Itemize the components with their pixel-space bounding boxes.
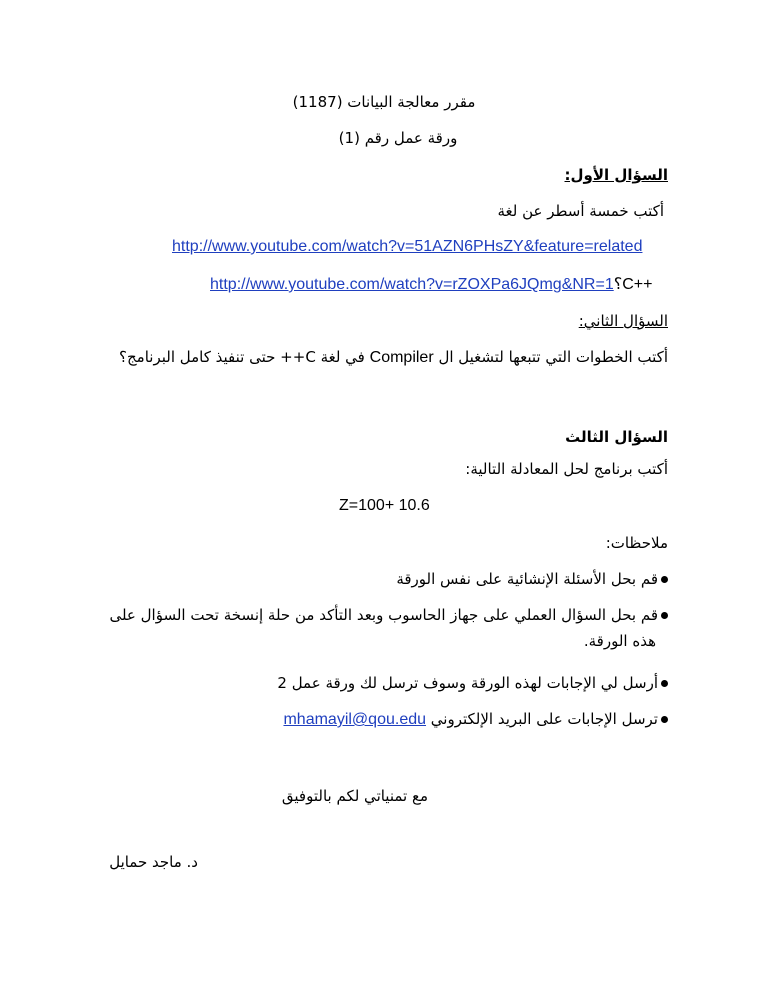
note-item-4: ترسل الإجابات على البريد الإلكتروني mhamayil@qou.edu bbox=[283, 709, 668, 730]
signature: د. ماجد حمايل bbox=[109, 853, 198, 871]
bullet-icon bbox=[661, 716, 668, 723]
note-item-1: قم بحل الأسئلة الإنشائية على نفس الورقة bbox=[396, 569, 668, 589]
question-2-text bbox=[119, 347, 668, 368]
question-3-text: أكتب برنامج لحل المعادلة التالية: bbox=[465, 460, 668, 478]
note-item-2: قم بحل السؤال العملي على جهاز الحاسوب وبعد التأكد من حلة إنسخة تحت السؤال على bbox=[109, 605, 668, 625]
question-1-text: أكتب خمسة أسطر عن لغة bbox=[497, 202, 664, 220]
question-1-heading: السؤال الأول: bbox=[564, 166, 668, 184]
compiler-term: Compiler bbox=[369, 349, 434, 366]
worksheet-number: ورقة عمل رقم (1) bbox=[338, 129, 458, 147]
bullet-icon bbox=[661, 612, 668, 619]
closing-wish: مع تمنياتي لكم بالتوفيق bbox=[281, 787, 428, 805]
youtube-link-2-row bbox=[210, 274, 652, 295]
equation: Z=100+ 10.6 bbox=[339, 497, 430, 514]
youtube-link-2[interactable]: http://www.youtube.com/watch?v=rZOXPa6JQmg&NR=1 bbox=[210, 276, 614, 293]
email-link[interactable]: mhamayil@qou.edu bbox=[283, 711, 427, 728]
bullet-icon bbox=[661, 576, 668, 583]
note-item-2-continued: هذه الورقة. bbox=[583, 632, 656, 650]
question-3-heading: السؤال الثالث bbox=[565, 428, 668, 446]
bullet-icon bbox=[661, 680, 668, 687]
question-2-text-part1: أكتب الخطوات التي تتبعها لتشغيل ال bbox=[438, 348, 668, 366]
notes-heading: ملاحظات: bbox=[605, 534, 668, 552]
link-2-suffix: ؟C++ bbox=[613, 276, 653, 293]
youtube-link-1[interactable]: http://www.youtube.com/watch?v=51AZN6PHsZY&feature=related bbox=[172, 238, 643, 255]
course-title: مقرر معالجة البيانات (1187) bbox=[292, 93, 476, 111]
question-2-text-part2: في لغة C++ حتى تنفيذ كامل البرنامج؟ bbox=[119, 348, 365, 366]
note-item-3: أرسل لي الإجابات لهذه الورقة وسوف ترسل لك ورقة عمل 2 bbox=[277, 673, 668, 693]
question-2-heading: السؤال الثاني: bbox=[578, 312, 668, 330]
